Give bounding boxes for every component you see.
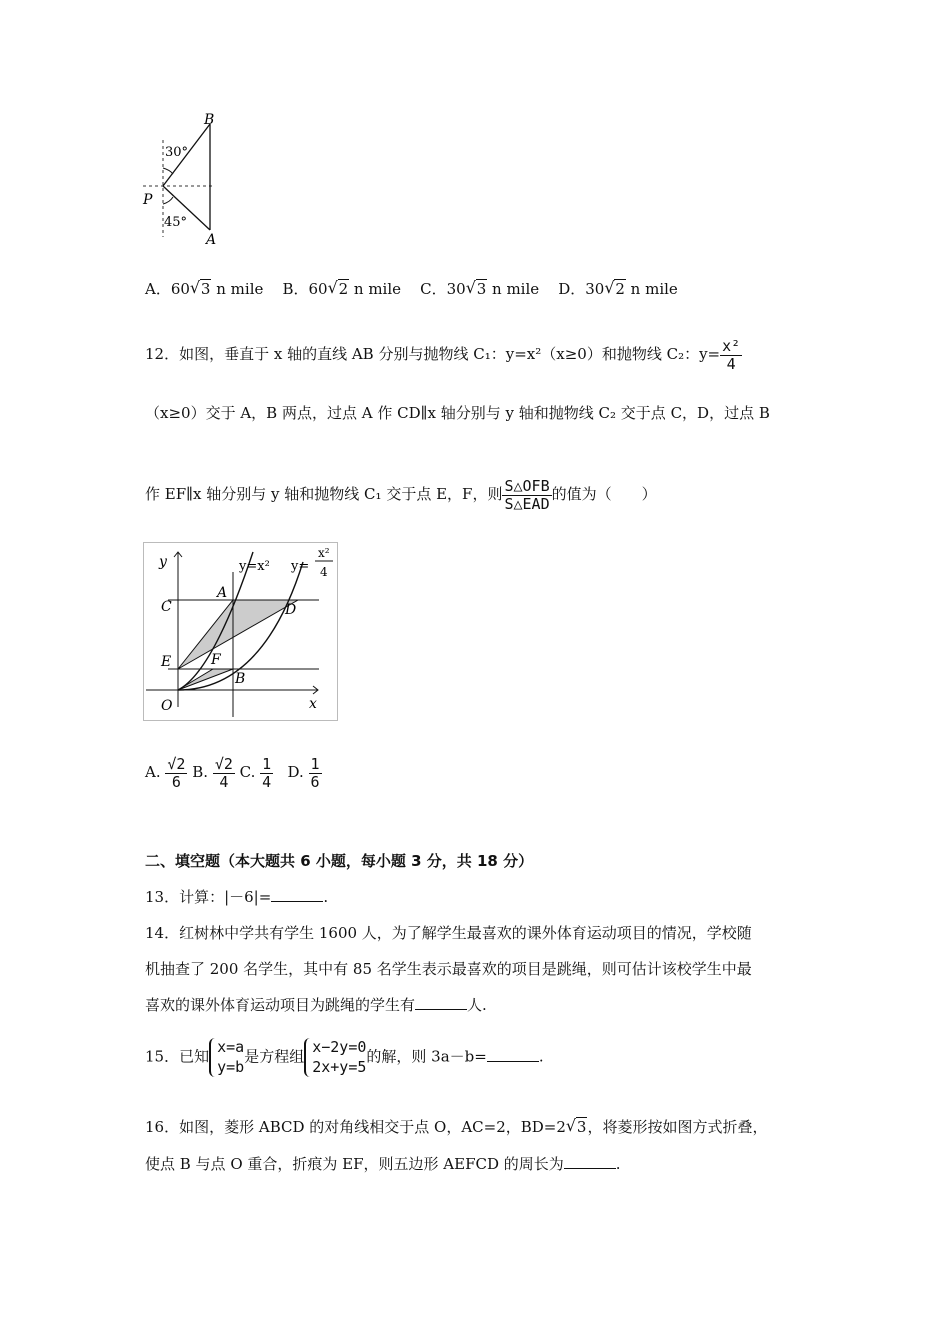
- angle-30: 30°: [165, 145, 189, 160]
- q11-option-b: B．60 √ 2 n mile: [282, 278, 402, 298]
- q12-line3: 作 EF∥x 轴分别与 y 轴和抛物线 C₁ 交于点 E，F，则 $\frac{\text{S△OFB}}{\text{S△EAD}}$ 的值为（ ）: [145, 477, 657, 513]
- label-a: A: [206, 232, 217, 247]
- q12-ratio: $\frac{\text{S△OFB}}{\text{S△EAD}}$: [504, 477, 550, 513]
- q13-blank[interactable]: [271, 886, 323, 902]
- q14-line3: 喜欢的课外体育运动项目为跳绳的学生有 人.: [145, 996, 487, 1014]
- q14-blank[interactable]: [415, 994, 467, 1010]
- q14-line1: 14．红树林中学共有学生 1600 人，为了解学生最喜欢的课外体育运动项目的情况，学校随: [145, 924, 752, 942]
- q15: 15．已知x=a y=b是方程组x−2y=0 2x+y=5的解，则 3a－b= .: [145, 1038, 544, 1076]
- label-o: O: [161, 698, 173, 714]
- q11-option-d: D．30 √ 2 n mile: [558, 278, 678, 298]
- angle-arc-30: [163, 168, 173, 174]
- label-p: P: [143, 192, 153, 208]
- q13: 13．计算：|－6|= .: [145, 888, 329, 906]
- q12-option-b: $\frac{√2}{4}$: [214, 755, 233, 791]
- q11-option-a: A．60 √ 3 n mile: [145, 278, 264, 298]
- label-f: F: [211, 652, 221, 668]
- q14-line2: 机抽查了 200 名学生，其中有 85 名学生表示最喜欢的项目是跳绳，则可估计该校学生中最: [145, 960, 752, 978]
- q12-option-c: $\frac{1}{4}$: [262, 755, 272, 791]
- q16-blank[interactable]: [564, 1153, 616, 1169]
- q12-options: A. $\frac{√2}{6}$ B. $\frac{√2}{4}$ C. $\frac{1}{4}$ D. $\frac{1}{6}$: [145, 755, 320, 791]
- angle-arc-45: [163, 197, 173, 204]
- q11-figure: [140, 112, 230, 247]
- q16-line2: 使点 B 与点 O 重合，折痕为 EF，则五边形 AEFCD 的周长为 .: [145, 1155, 621, 1173]
- label-d: D: [285, 602, 297, 618]
- label-c1: y=x²: [239, 559, 270, 574]
- axis-label-x: x: [309, 696, 317, 712]
- q12-line2: （x≥0）交于 A，B 两点，过点 A 作 CD∥x 轴分别与 y 轴和抛物线 C₂ 交于点 C，D，过点 B: [145, 404, 770, 422]
- q15-blank[interactable]: [487, 1046, 539, 1062]
- triangle-ead: [178, 600, 298, 669]
- q12-option-a: $\frac{√2}{6}$: [167, 755, 186, 791]
- label-b: B: [235, 671, 246, 687]
- q12-line1: 12．如图，垂直于 x 轴的直线 AB 分别与抛物线 C₁：y=x²（x≥0）和抛物线 C₂：y= $\frac{\text{x²}}{4}$: [145, 337, 741, 373]
- label-c: C: [161, 599, 172, 615]
- q15-solution: x=a y=b: [209, 1038, 244, 1077]
- axis-label-y: y: [159, 554, 167, 570]
- q15-system: x−2y=0 2x+y=5: [304, 1038, 366, 1077]
- label-c2: y=: [291, 559, 310, 574]
- label-b: B: [204, 112, 215, 128]
- label-a: A: [217, 585, 228, 601]
- label-e: E: [161, 654, 172, 670]
- q12-option-d: $\frac{1}{6}$: [310, 755, 320, 791]
- q16-line1: 16．如图，菱形 ABCD 的对角线相交于点 O，AC=2，BD=2 √ 3，将菱形按如图方式折叠，: [145, 1116, 768, 1136]
- label-c2-den: 4: [320, 565, 328, 579]
- q11-options: [145, 278, 678, 299]
- q12-frac: $\frac{\text{x²}}{4}$: [722, 337, 741, 373]
- q11-option-c: C．30 √ 3 n mile: [420, 278, 540, 298]
- label-c2-num: x²: [318, 546, 330, 560]
- section-heading: 二、填空题（本大题共 6 小题，每小题 3 分，共 18 分）: [145, 852, 534, 870]
- angle-45: 45°: [164, 215, 188, 230]
- q12-graph: [143, 542, 339, 722]
